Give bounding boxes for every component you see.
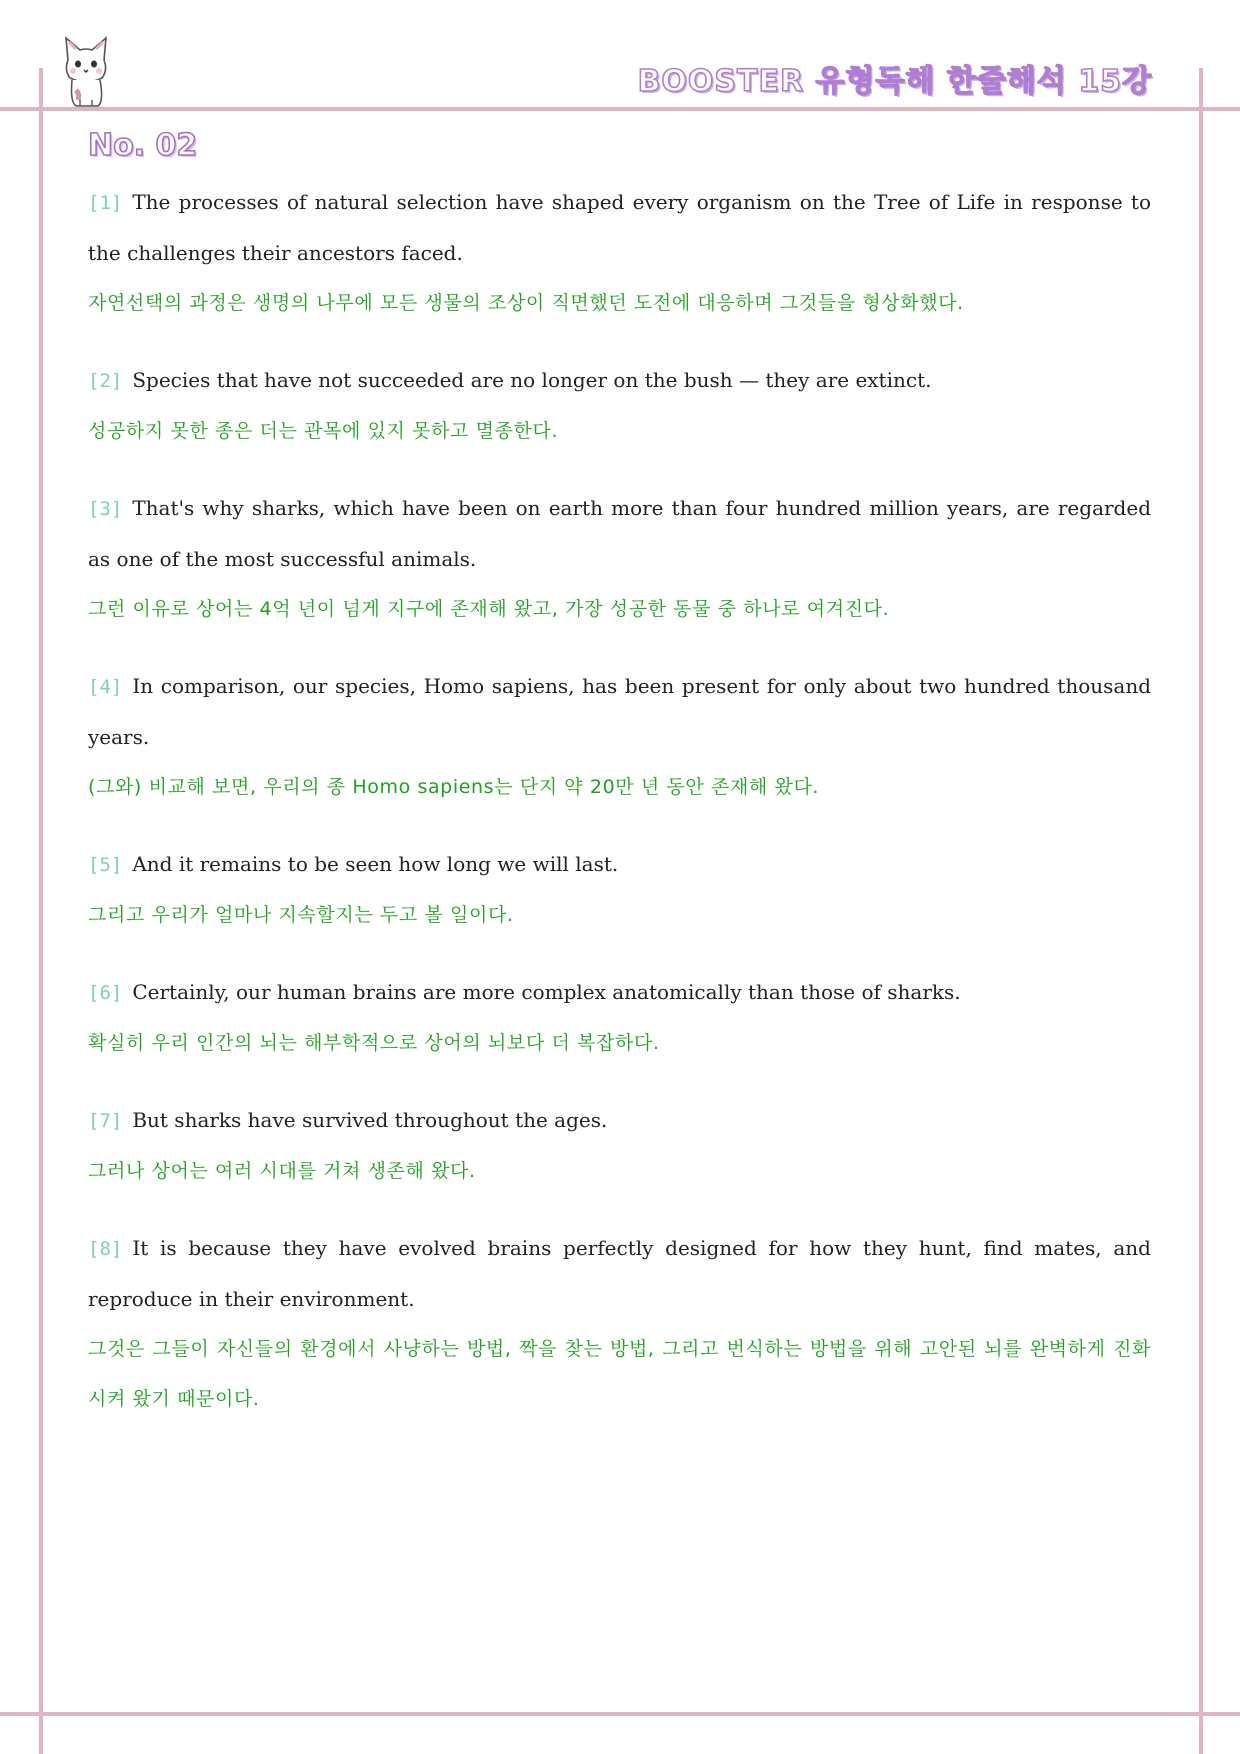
- english-text: But sharks have survived throughout the ages.: [132, 1108, 608, 1132]
- sentence-item: [88, 839, 1151, 940]
- korean-translation: 그리고 우리가 얼마나 지속할지는 두고 볼 일이다.: [88, 904, 514, 926]
- english-text: The processes of natural selection have shaped every organism on the Tree of Life in response to the challenges their ancestors faced.: [88, 190, 1151, 265]
- sentence-item: [88, 1223, 1151, 1424]
- english-sentence: [88, 1223, 1151, 1324]
- korean-translation: 그것은 그들이 자신들의 환경에서 사냥하는 방법, 짝을 찾는 방법, 그리고 번식하는 방법을 위해 고안된 뇌를 완벽하게 진화시켜 왔기 때문이다.: [88, 1338, 1151, 1410]
- korean-translation: 그런 이유로 상어는 4억 년이 넘게 지구에 존재해 왔고, 가장 성공한 동물 중 하나로 여겨진다.: [88, 598, 890, 620]
- sentence-number: [2]: [88, 370, 123, 392]
- sentence-item: [88, 967, 1151, 1068]
- korean-translation: 그러나 상어는 여러 시대를 거쳐 생존해 왔다.: [88, 1160, 476, 1182]
- english-text: In comparison, our species, Homo sapiens, has been present for only about two hundred thousand years.: [88, 674, 1151, 749]
- sentence-item: [88, 1095, 1151, 1196]
- korean-translation: 확실히 우리 인간의 뇌는 해부학적으로 상어의 뇌보다 더 복잡하다.: [88, 1032, 660, 1054]
- english-sentence: [88, 661, 1151, 762]
- sentence-number: [7]: [88, 1110, 123, 1132]
- english-sentence: [88, 967, 1151, 1018]
- sentence-number: [3]: [88, 498, 123, 520]
- sentence-item: [88, 177, 1151, 328]
- english-sentence: [88, 355, 1151, 406]
- sentence-number: [1]: [88, 192, 123, 214]
- english-sentence: [88, 177, 1151, 278]
- english-sentence: [88, 483, 1151, 584]
- sentence-item: [88, 355, 1151, 456]
- korean-translation: 성공하지 못한 종은 더는 관목에 있지 못하고 멸종한다.: [88, 420, 559, 442]
- cat-icon: [56, 30, 116, 108]
- english-text: Species that have not succeeded are no longer on the bush — they are extinct.: [132, 368, 932, 392]
- page-number-label: No. 02: [88, 128, 198, 163]
- right-border: [1199, 68, 1203, 1754]
- english-sentence: [88, 839, 1151, 890]
- header-divider: [0, 107, 1240, 111]
- english-sentence: [88, 1095, 1151, 1146]
- footer-divider: [0, 1712, 1240, 1716]
- sentence-number: [4]: [88, 676, 123, 698]
- header-title: BOOSTER 유형독해 한줄해석 15강: [637, 64, 1152, 99]
- english-text: It is because they have evolved brains perfectly designed for how they hunt, find mates, and reproduce in their environment.: [88, 1236, 1151, 1311]
- english-text: Certainly, our human brains are more complex anatomically than those of sharks.: [132, 980, 961, 1004]
- english-text: That's why sharks, which have been on earth more than four hundred million years, are regarded as one of the most successful animals.: [88, 496, 1151, 571]
- sentence-list: [88, 188, 1151, 1462]
- korean-translation: 자연선택의 과정은 생명의 나무에 모든 생물의 조상이 직면했던 도전에 대응하며 그것들을 형상화했다.: [88, 292, 964, 314]
- korean-translation: (그와) 비교해 보면, 우리의 종 Homo sapiens는 단지 약 20만 년 동안 존재해 왔다.: [88, 776, 820, 798]
- sentence-item: [88, 661, 1151, 812]
- sentence-number: [8]: [88, 1238, 123, 1260]
- left-border: [39, 68, 43, 1754]
- english-text: And it remains to be seen how long we will last.: [132, 852, 619, 876]
- sentence-number: [5]: [88, 854, 123, 876]
- sentence-number: [6]: [88, 982, 123, 1004]
- sentence-item: [88, 483, 1151, 634]
